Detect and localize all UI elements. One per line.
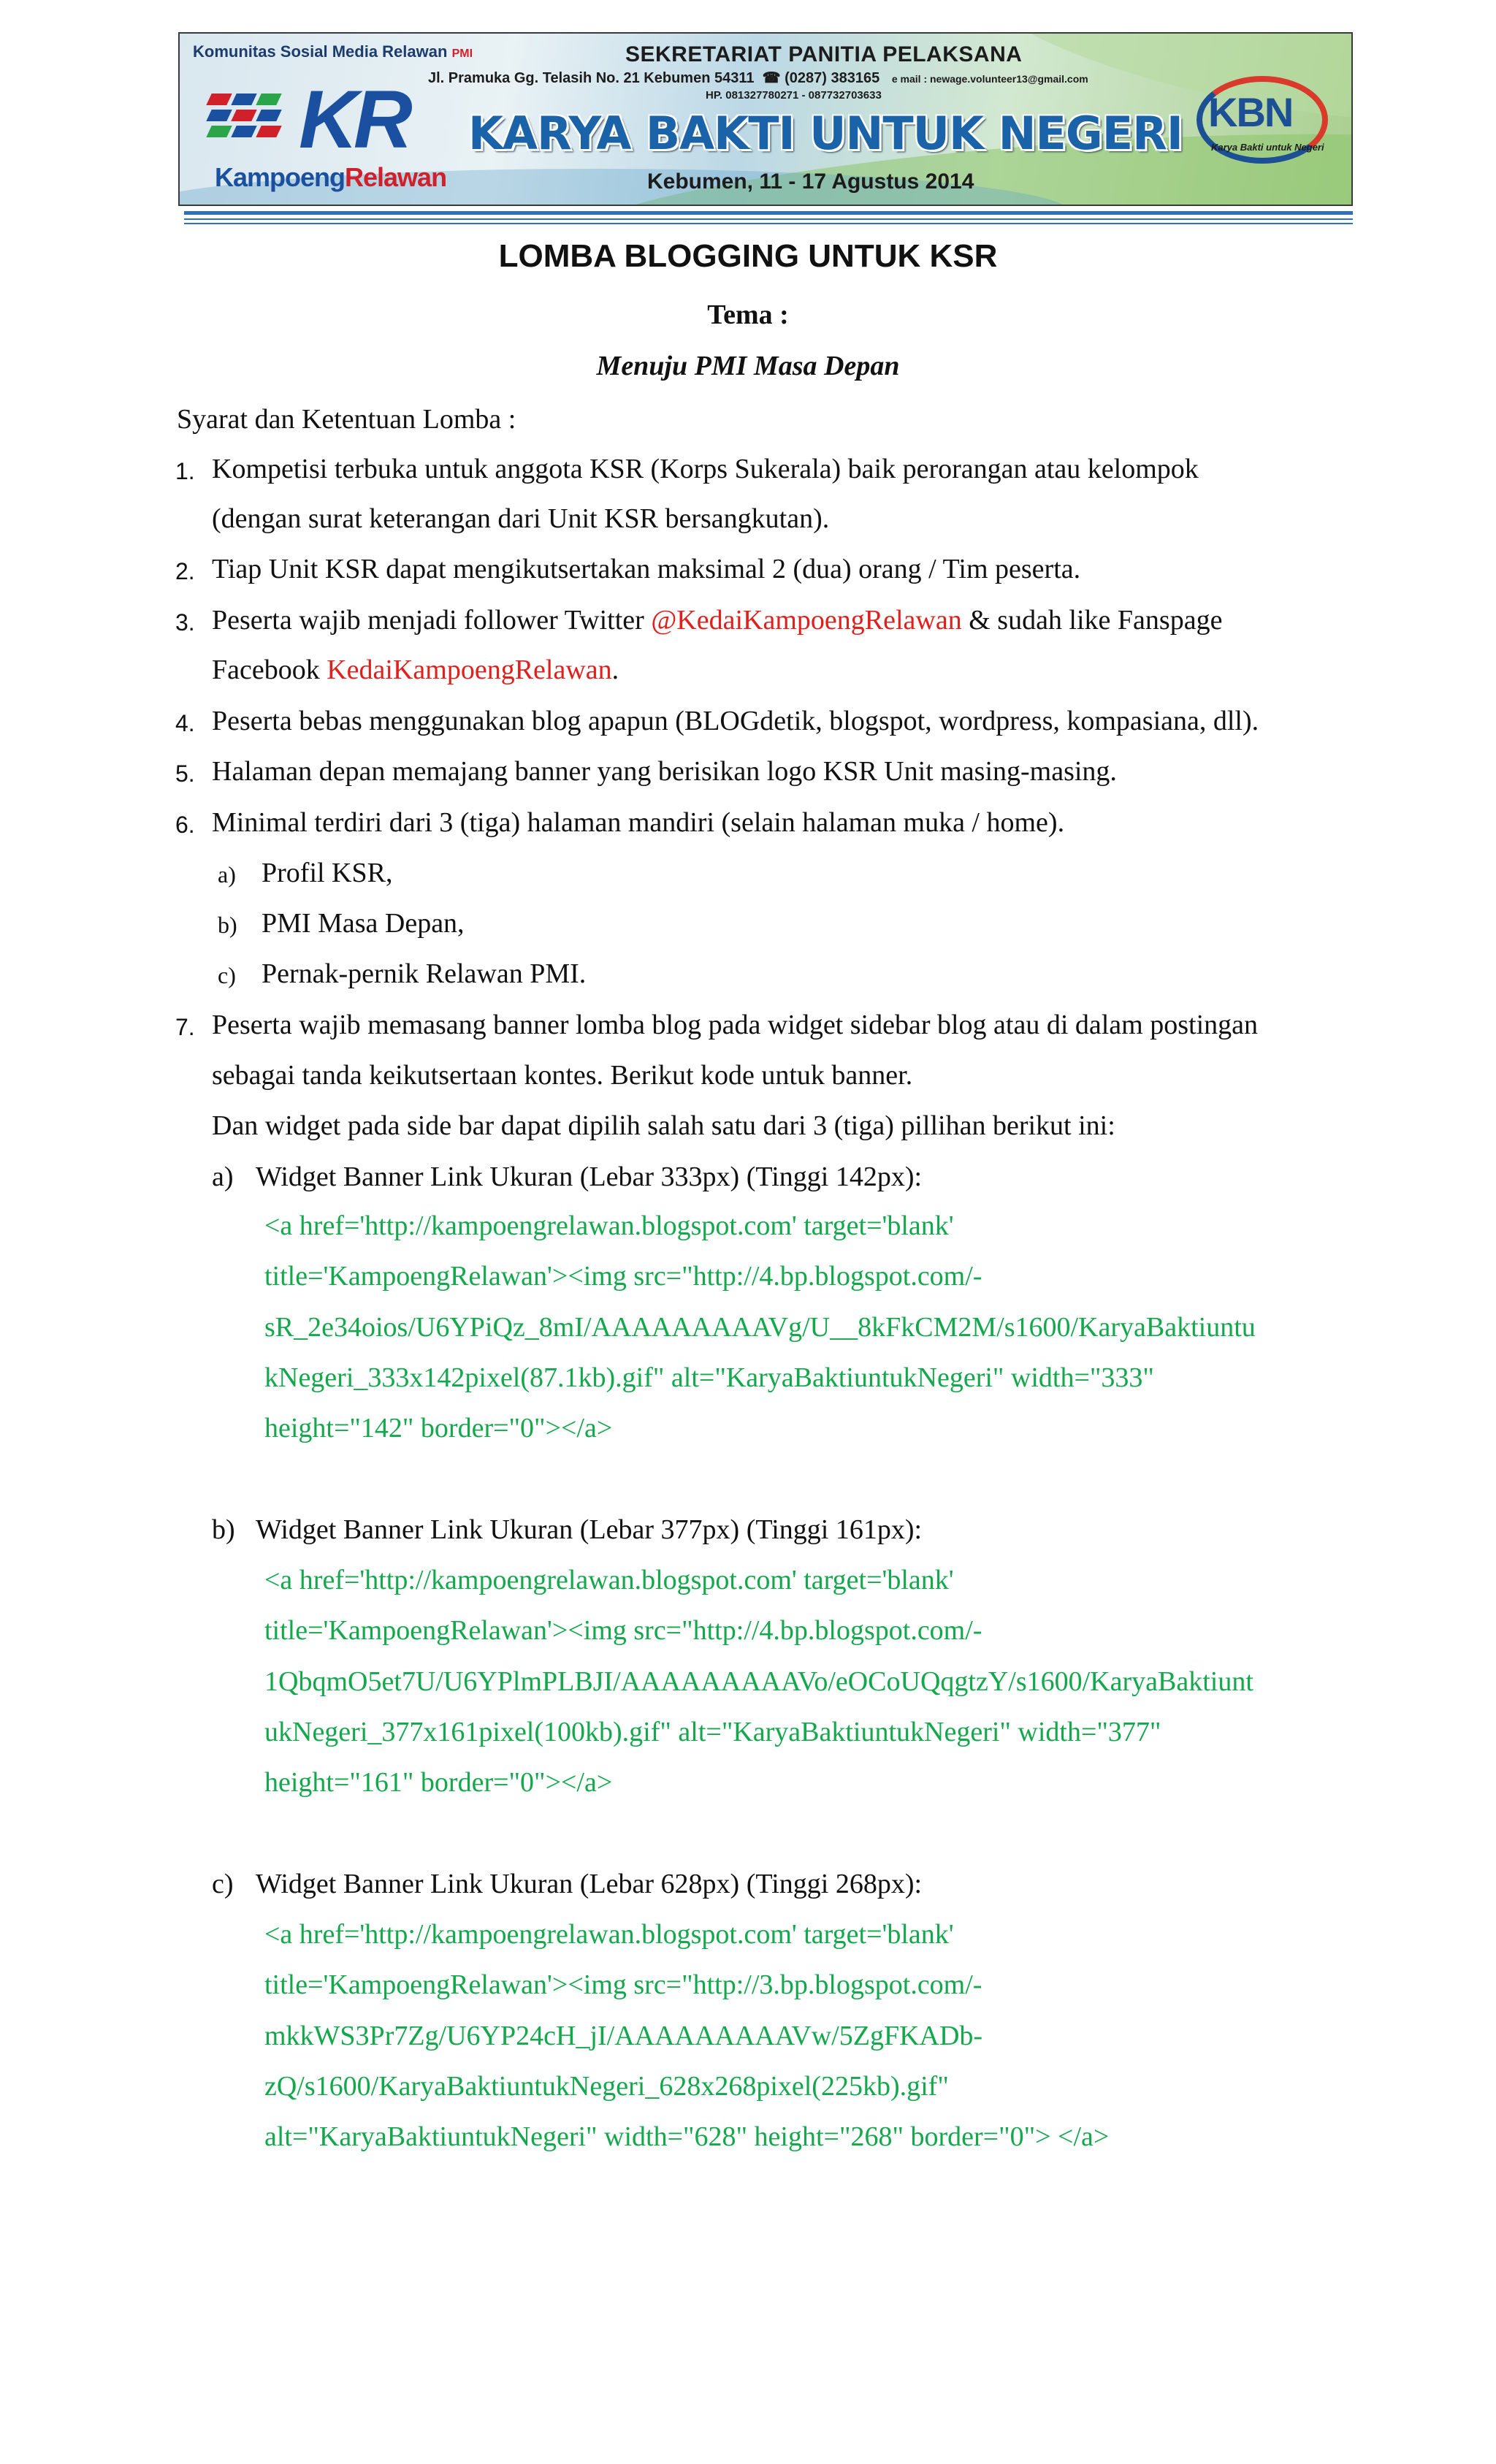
event-dates: Kebumen, 11 - 17 Agustus 2014 (647, 169, 974, 194)
widget-mark: b) (212, 1514, 235, 1545)
widget-code-line: 1QbqmO5et7U/U6YPlmPLBJI/AAAAAAAAAVo/eOCoUQqgtzY/s1600/KaryaBaktiunt (264, 1666, 1253, 1697)
secretariat-hp: HP. 081327780271 - 087732703633 (706, 89, 882, 102)
list-number: 6. (175, 812, 195, 838)
widget-code-line: zQ/s1600/KaryaBaktiuntukNegeri_628x268pixel(225kb).gif" (264, 2071, 949, 2102)
community-label: Komunitas Sosial Media Relawan PMI (193, 42, 473, 61)
widget-code-line: mkkWS3Pr7Zg/U6YP24cH_jI/AAAAAAAAAVw/5ZgFKADb- (264, 2021, 983, 2051)
sublist-mark: a) (218, 861, 236, 888)
list-item-text: Minimal terdiri dari 3 (tiga) halaman mandiri (selain halaman muka / home). (212, 807, 1065, 838)
list-item-text: (dengan surat keterangan dari Unit KSR bersangkutan). (212, 503, 830, 534)
widget-label: Widget Banner Link Ukuran (Lebar 628px) (Tinggi 268px): (256, 1869, 923, 1899)
kampoeng-relawan-text: KampoengRelawan (215, 162, 447, 192)
widget-code-line: title='KampoengRelawan'><img src="http://4.bp.blogspot.com/- (264, 1261, 982, 1292)
secretariat-address: Jl. Pramuka Gg. Telasih No. 21 Kebumen 54311 ☎ (0287) 383165 e mail : newage.volunteer13@gmail.com (428, 70, 1088, 86)
header-rule (184, 211, 1353, 215)
sublist-mark: b) (218, 912, 237, 938)
widget-code-line: sR_2e34oios/U6YPiQz_8mI/AAAAAAAAAVg/U__8kFkCM2M/s1600/KaryaBaktiuntu (264, 1312, 1256, 1343)
tema-text: Menuju PMI Masa Depan (596, 351, 900, 381)
list-item-text: Dan widget pada side bar dapat dipilih salah satu dari 3 (tiga) pillihan berikut ini: (212, 1110, 1115, 1141)
widget-code-line: height="161" border="0"></a> (264, 1767, 613, 1798)
list-item-text: Peserta wajib memasang banner lomba blog pada widget sidebar blog atau di dalam postingan (212, 1010, 1258, 1040)
widget-mark: c) (212, 1869, 234, 1899)
widget-code-line: height="142" border="0"></a> (264, 1413, 613, 1443)
widget-code-line: <a href='http://kampoengrelawan.blogspot.com' target='blank' (264, 1919, 954, 1950)
widget-code-line: <a href='http://kampoengrelawan.blogspot.com' target='blank' (264, 1565, 954, 1595)
list-item-text: Halaman depan memajang banner yang berisikan logo KSR Unit masing-masing. (212, 756, 1117, 787)
widget-code-line: alt="KaryaBaktiuntukNegeri" width="628" height="268" border="0"> </a> (264, 2121, 1110, 2152)
sublist-item-text: PMI Masa Depan, (262, 908, 465, 939)
header-rule (184, 218, 1353, 220)
kampoeng-relawan-logo (193, 41, 473, 198)
kr-logo-text: KR (299, 74, 408, 165)
list-item-text: Peserta bebas menggunakan blog apapun (BLOGdetik, blogspot, wordpress, kompasiana, dll). (212, 706, 1259, 736)
kbn-logo-text: KBN (1208, 89, 1293, 135)
list-number: 3. (175, 609, 195, 636)
list-number: 7. (175, 1014, 195, 1040)
kbn-logo-subtitle: Karya Bakti untuk Negeri (1211, 142, 1324, 153)
document-title: LOMBA BLOGGING UNTUK KSR (498, 238, 998, 274)
logo-grid-icon (209, 94, 291, 146)
tema-label: Tema : (707, 300, 789, 330)
list-item-text: Facebook KedaiKampoengRelawan. (212, 655, 619, 685)
widget-code-line: <a href='http://kampoengrelawan.blogspot.com' target='blank' (264, 1210, 954, 1241)
widget-code-line: kNegeri_333x142pixel(87.1kb).gif" alt="KaryaBaktiuntukNegeri" width="333" (264, 1362, 1154, 1393)
widget-code-line: ukNegeri_377x161pixel(100kb).gif" alt="KaryaBaktiuntukNegeri" width="377" (264, 1717, 1161, 1747)
sublist-mark: c) (218, 962, 236, 988)
widget-code-line: title='KampoengRelawan'><img src="http://3.bp.blogspot.com/- (264, 1969, 982, 2000)
widget-label: Widget Banner Link Ukuran (Lebar 333px) (Tinggi 142px): (256, 1162, 923, 1192)
facebook-page-link[interactable]: KedaiKampoengRelawan (327, 655, 612, 685)
sublist-item-text: Profil KSR, (262, 858, 393, 888)
twitter-handle-link[interactable]: @KedaiKampoengRelawan (651, 605, 962, 636)
list-item-text: Kompetisi terbuka untuk anggota KSR (Korps Sukerala) baik perorangan atau kelompok (212, 454, 1199, 484)
widget-label: Widget Banner Link Ukuran (Lebar 377px) (Tinggi 161px): (256, 1514, 923, 1545)
widget-code-line: title='KampoengRelawan'><img src="http://4.bp.blogspot.com/- (264, 1615, 982, 1646)
event-title: KARYA BAKTI UNTUK NEGERI (468, 107, 1183, 160)
letterhead-banner (178, 32, 1353, 206)
list-number: 4. (175, 710, 195, 736)
list-number: 5. (175, 760, 195, 787)
list-item-text: sebagai tanda keikutsertaan kontes. Berikut kode untuk banner. (212, 1060, 913, 1091)
list-number: 2. (175, 558, 195, 584)
list-number: 1. (175, 458, 195, 484)
sublist-item-text: Pernak-pernik Relawan PMI. (262, 958, 587, 989)
list-item-text: Peserta wajib menjadi follower Twitter @KedaiKampoengRelawan & sudah like Fanspage (212, 605, 1223, 636)
secretariat-heading: SEKRETARIAT PANITIA PELAKSANA (625, 42, 1023, 66)
header-rule (184, 223, 1353, 224)
syarat-heading: Syarat dan Ketentuan Lomba : (177, 404, 516, 435)
list-item-text: Tiap Unit KSR dapat mengikutsertakan maksimal 2 (dua) orang / Tim peserta. (212, 554, 1081, 584)
kbn-logo (1197, 70, 1335, 172)
widget-mark: a) (212, 1162, 234, 1192)
